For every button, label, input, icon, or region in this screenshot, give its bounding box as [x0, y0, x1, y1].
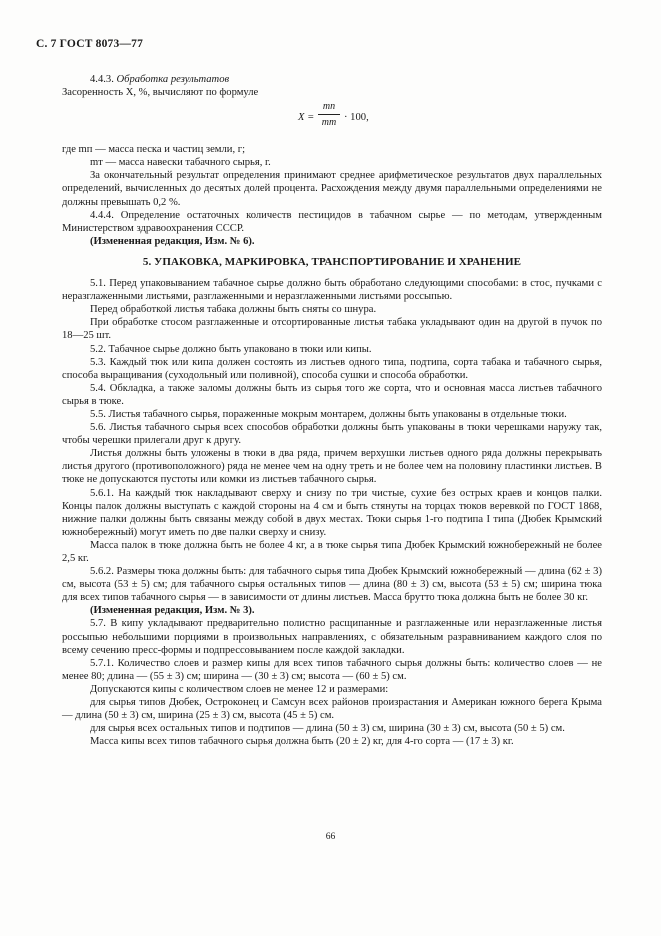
clause-5-7-1: 5.7.1. Количество слоев и размер кипы для всех типов табачного сырья должны быть: количество слоев — не менее 80; длина — (55 ± 3) см; ширина — (30 ± 3) см; высота — (60 ± 5) см. [62, 657, 602, 682]
clause-4-4-3-heading [62, 73, 602, 86]
page-header: С. 7 ГОСТ 8073—77 [36, 38, 144, 50]
edit-note-3: (Измененная редакция, Изм. № 3). [90, 605, 255, 617]
clause-5-6-1-b: Масса палок в тюке должна быть не более 4 кг, а в тюке сырья типа Дюбек Крымский южнобережный не более 2,5 кг. [62, 539, 602, 564]
document-body [62, 73, 602, 748]
formula-intro: Засоренность X, %, вычисляют по формуле [62, 87, 259, 99]
clause-5-6-b: Листья должны быть уложены в тюки в два ряда, причем верхушки листьев одного ряда должны перекрывать листья другого (противоположного) ряда не менее чем на одну треть и не более чем на половину пластинки листьев. В тюке не допускаются пустоты или комки из листьев табачного сырья. [62, 448, 602, 486]
formula-lhs: X = [298, 112, 315, 124]
edit-note-6: (Измененная редакция, Изм. № 6). [90, 235, 255, 247]
result-paragraph: За окончательный результат определения принимают среднее арифметическое результатов двух параллельных определений, вычисленных до десятых долей процента. Расхождения между двумя параллельными определениями не должны превышать 0,2 %. [62, 170, 602, 208]
formula-fraction [318, 100, 340, 129]
page-number: 66 [325, 832, 336, 842]
clause-5-7-1-d: для сырья всех остальных типов и подтипов — длина (50 ± 3) см, ширина (30 ± 3) см, высота (50 ± 5) см. [90, 723, 565, 735]
clause-5-6-2: 5.6.2. Размеры тюка должны быть: для табачного сырья типа Дюбек Крымский южнобережный — длина (62 ± 3) см, высота (53 ± 5) см; для табачного сырья остальных типов — длина (80 ± 3) см, высота (53 ± 5) см; ширина тюка для всех типов табачного сырья — в зависимости от длины листьев. Масса брутто тюка должна быть не более 30 кг. [62, 566, 602, 604]
formula-denominator: mт [321, 117, 337, 129]
clause-4-4-4: 4.4.4. Определение остаточных количеств пестицидов в табачном сырье — по методам, утвержденным Министерством здравоохранения СССР. [62, 209, 602, 234]
clause-5-5: 5.5. Листья табачного сырья, пораженные мокрым монтарем, должны быть упакованы в отдельные тюки. [90, 408, 567, 420]
clause-5-6-1: 5.6.1. На каждый тюк накладывают сверху и снизу по три чистые, сухие без острых краев и концов палки. Концы палок должны выступать с каждой стороны на 4 см и быть стянуты на торцах тюков веревкой по ГОСТ 1868, нижние палки должны быть связаны между собой в двух местах. Тюки сырья 1-го подтипа I типа (Дюбек Крымский южнобережный) могут иметь по две палки сверху и снизу. [62, 487, 602, 538]
where-line-2: mт — масса навески табачного сырья, г. [90, 157, 271, 169]
section-5-title: 5. УПАКОВКА, МАРКИРОВКА, ТРАНСПОРТИРОВАНИЕ И ХРАНЕНИЕ [142, 255, 522, 268]
formula-rest: · 100, [344, 112, 369, 124]
formula [62, 99, 602, 143]
clause-number: 4.4.3. [90, 74, 117, 85]
clause-5-1: 5.1. Перед упаковыванием табачное сырье должно быть обработано следующими способами: в стос, пучками с неразглаженными листьями, разглаженными и неразглаженными листьями россыпью. [62, 278, 602, 303]
clause-5-2: 5.2. Табачное сырье должно быть упаковано в тюки или кипы. [90, 343, 372, 355]
clause-5-7-1-b: Допускаются кипы с количеством слоев не менее 12 и размерами: [90, 683, 389, 695]
where-line-1: где mп — масса песка и частиц земли, г; [62, 144, 246, 156]
formula-numerator: mп [318, 100, 340, 115]
clause-5-4: 5.4. Обкладка, а также заломы должны быть из сырья того же сорта, что и основная масса листьев табачного сырья в тюке. [62, 382, 602, 407]
clause-5-1-b: Перед обработкой листья табака должны быть сняты со шнура. [90, 304, 377, 316]
clause-5-7-1-c: для сырья типов Дюбек, Остроконец и Самсун всех районов произрастания и Американ южного берега Крыма — длина (50 ± 3) см, ширина (25 ± 3) см, высота (45 ± 5) см. [62, 697, 602, 722]
clause-5-3: 5.3. Каждый тюк или кипа должен состоять из листьев одного типа, подтипа, сорта табака и табачного сырья, способа выращивания (суходольный или поливной), способа сушки и способа обработки. [62, 356, 602, 381]
clause-5-7-1-e: Масса кипы всех типов табачного сырья должна быть (20 ± 2) кг, для 4-го сорта — (17 ± 3) кг. [90, 736, 514, 748]
clause-5-6: 5.6. Листья табачного сырья всех способов обработки должны быть упакованы в тюки черешками наружу так, чтобы черешки прилегали друг к другу. [62, 422, 602, 447]
clause-5-7: 5.7. В кипу укладывают предварительно полистно расщипанные и разглаженные или неразглаженные листья россыпью небольшими порциями в произвольных направлениях, с обязательным разравниванием каждого слоя по всему сечению пресс-формы и подпрессовыванием после каждой закладки. [62, 618, 602, 656]
clause-5-1-c: При обработке стосом разглаженные и отсортированные листья табака укладывают один на другой в пучок по 18—25 шт. [62, 317, 602, 342]
clause-title: Обработка результатов [116, 74, 230, 85]
